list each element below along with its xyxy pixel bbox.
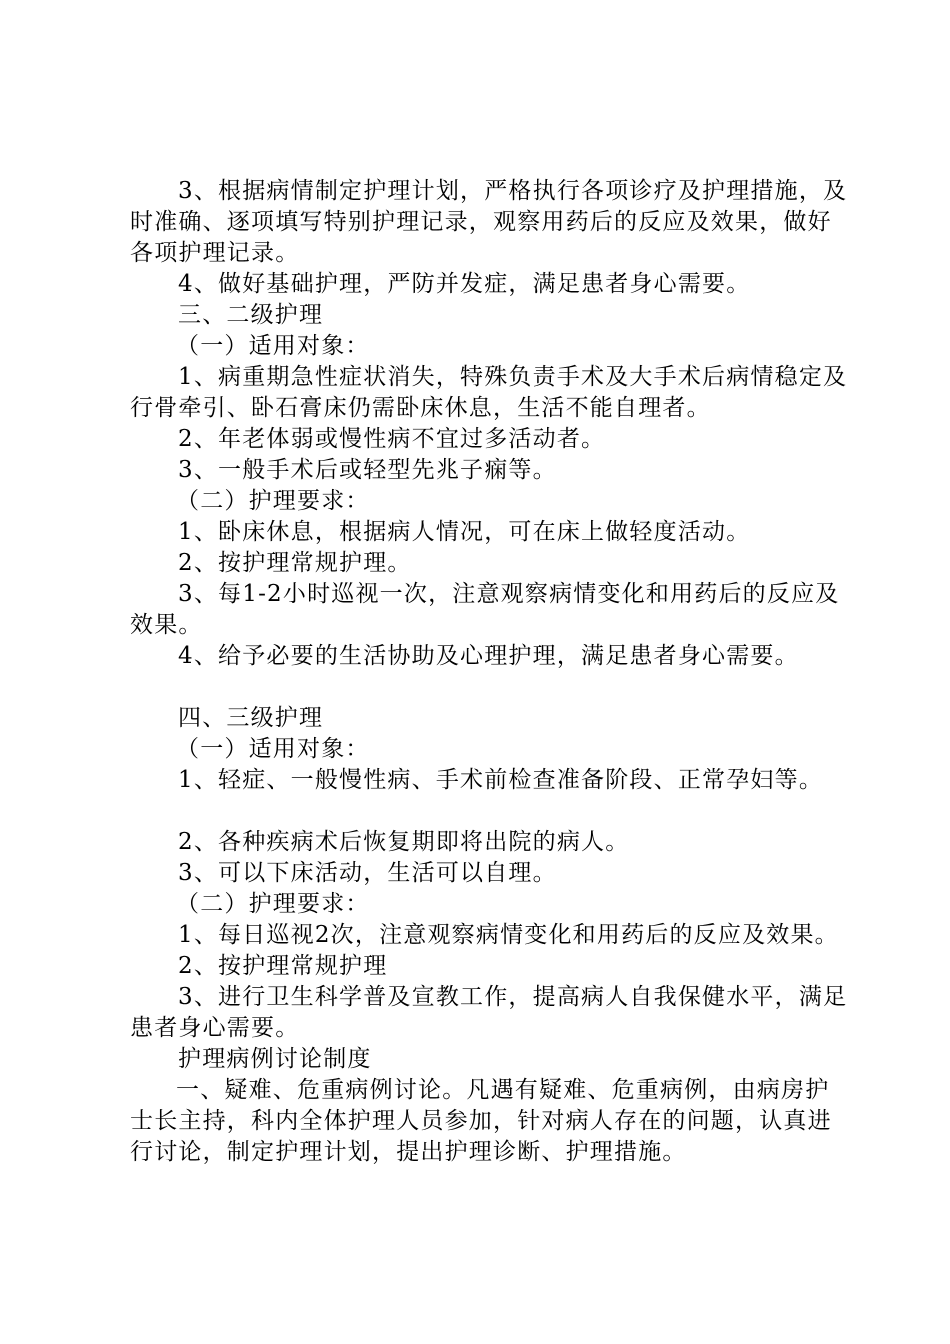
paragraph: 三、二级护理 [178,302,324,328]
paragraph: 1、每日巡视2次，注意观察病情变化和用药后的反应及效果。 [178,922,839,948]
paragraph: 4、做好基础护理，严防并发症，满足患者身心需要。 [178,271,751,297]
paragraph: 2、按护理常规护理。 [178,550,412,576]
paragraph: 3、可以下床活动，生活可以自理。 [178,860,557,886]
paragraph: 3、一般手术后或轻型先兆子痫等。 [178,457,557,483]
paragraph: 四、三级护理 [178,705,324,731]
paragraph: 护理病例讨论制度 [178,1046,372,1072]
paragraph: 3、每1-2小时巡视一次，注意观察病情变化和用药后的反应及效果。 [130,581,840,638]
paragraph: 1、卧床休息，根据病人情况，可在床上做轻度活动。 [178,519,751,545]
paragraph: （二）护理要求： [176,488,370,514]
paragraph-gap [130,796,850,827]
paragraph: 3、进行卫生科学普及宣教工作，提高病人自我保健水平，满足患者身心需要。 [130,984,848,1041]
paragraph: （一）适用对象： [176,736,370,762]
document-body [130,176,850,1168]
paragraph: （一）适用对象： [176,333,370,359]
paragraph: 2、各种疾病术后恢复期即将出院的病人。 [178,829,630,855]
paragraph-gap [130,672,850,703]
paragraph: 2、年老体弱或慢性病不宜过多活动者。 [178,426,606,452]
paragraph: 一、疑难、危重病例讨论。凡遇有疑难、危重病例，由病房护士长主持，科内全体护理人员参加，针对病人存在的问题，认真进行讨论，制定护理计划，提出护理诊断、护理措施。 [130,1077,832,1165]
paragraph: 1、轻症、一般慢性病、手术前检查准备阶段、正常孕妇等。 [178,767,824,793]
paragraph: 3、根据病情制定护理计划，严格执行各项诊疗及护理措施，及时准确、逐项填写特别护理记录，观察用药后的反应及效果，做好各项护理记录。 [130,178,848,266]
paragraph: 4、给予必要的生活协助及心理护理，满足患者身心需要。 [178,643,799,669]
paragraph: 1、病重期急性症状消失，特殊负责手术及大手术后病情稳定及行骨牵引、卧石膏床仍需卧床休息，生活不能自理者。 [130,364,848,421]
paragraph: （二）护理要求： [176,891,370,917]
paragraph: 2、按护理常规护理 [178,953,388,979]
